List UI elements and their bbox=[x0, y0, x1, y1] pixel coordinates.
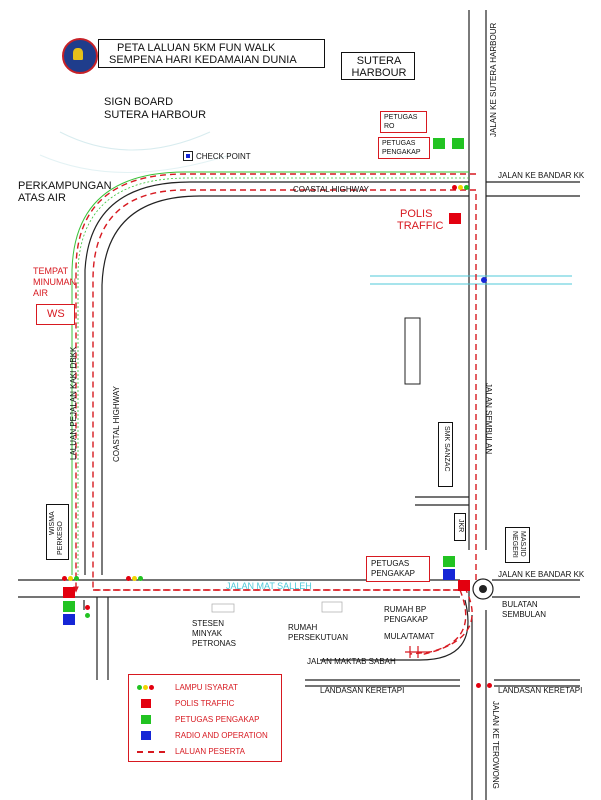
start-finish-marker bbox=[405, 646, 430, 658]
water-line bbox=[370, 276, 572, 284]
road-label-jalan-ke-bandar-kk-bottom: JALAN KE BANDAR KK bbox=[498, 570, 585, 579]
petugas-pengakap-top-box: PETUGAS PENGAKAP bbox=[378, 137, 430, 159]
sign-board-label: SIGN BOARD bbox=[104, 96, 174, 108]
scout-marker bbox=[443, 556, 455, 567]
traffic-light-red bbox=[126, 576, 131, 581]
wisma-perkeso-label: WISMA PERKESO bbox=[46, 504, 69, 560]
sign-board-label-2: SUTERA HARBOUR bbox=[104, 109, 207, 121]
traffic-light-dots-icon bbox=[137, 685, 157, 691]
bulatan-sembulan-label-2: SEMBULAN bbox=[502, 610, 547, 619]
building bbox=[322, 602, 342, 612]
tempat-minuman-label-3: AIR bbox=[33, 288, 49, 298]
traffic-light-green bbox=[464, 185, 469, 190]
smk-sanzac-label: SMK SANZAC bbox=[438, 422, 453, 487]
polis-traffic-label: POLIS bbox=[400, 208, 433, 220]
road-label-jalan-maktab-sabah: JALAN MAKTAB SABAH bbox=[307, 657, 396, 666]
traffic-light-red bbox=[452, 185, 457, 190]
police-marker bbox=[449, 213, 461, 224]
stesen-petronas-label-2: MINYAK bbox=[192, 629, 223, 638]
sea-arc bbox=[60, 132, 210, 150]
legend: LAMPU ISYARAT POLIS TRAFFIC PETUGAS PENGAKAP RADIO AND OPERATION LALUAN PESERTA bbox=[128, 674, 282, 762]
road-label-jalan-sembulan: JALAN SEMBULAN bbox=[484, 383, 493, 455]
traffic-light-yellow bbox=[68, 576, 73, 581]
petugas-pengakap-bottom-box: PETUGAS PENGAKAP bbox=[366, 556, 430, 582]
traffic-light-yellow bbox=[132, 576, 137, 581]
stesen-petronas-label: STESEN bbox=[192, 619, 225, 628]
scout-marker bbox=[452, 138, 464, 149]
road-label-coastal-highway-v: COASTAL HIGHWAY bbox=[112, 385, 121, 462]
rumah-bp-pengakap-label-2: PENGAKAP bbox=[384, 615, 429, 624]
map-title-box bbox=[98, 39, 325, 68]
water-station-box: WS bbox=[36, 304, 75, 325]
stesen-petronas-label-3: PETRONAS bbox=[192, 639, 237, 648]
green-square-icon bbox=[141, 715, 151, 724]
road-label-jalan-mat-salleh: JALAN MAT SALLEH bbox=[226, 581, 312, 591]
tempat-minuman-label-2: MINUMAN bbox=[33, 277, 76, 287]
map-title-line2: SEMPENA HARI KEDAMAIAN DUNIA bbox=[109, 54, 297, 66]
smk-sanzac-block bbox=[405, 318, 420, 384]
scout-marker bbox=[63, 601, 75, 612]
scout-marker bbox=[433, 138, 445, 149]
bridge-point bbox=[481, 277, 487, 283]
mula-tamat-label: MULA/TAMAT bbox=[384, 632, 435, 641]
road-label-jalan-ke-sutera-harbour: JALAN KE SUTERA HARBOUR bbox=[489, 22, 498, 137]
perkampungan-label: PERKAMPUNGAN bbox=[18, 180, 112, 192]
traffic-light-red bbox=[62, 576, 67, 581]
road-label-jalan-ke-bandar-kk-top: JALAN KE BANDAR KK bbox=[498, 171, 585, 180]
map-title-line1: PETA LALUAN 5KM FUN WALK bbox=[117, 42, 276, 54]
petugas-ro-box: PETUGAS RO bbox=[380, 111, 427, 133]
road-label-jalan-ke-terowong: JALAN KE TEROWONG bbox=[491, 701, 500, 789]
traffic-light-green bbox=[74, 576, 79, 581]
radio-marker bbox=[63, 614, 75, 625]
check-point-icon bbox=[183, 151, 193, 161]
masjid-negeri-label: MASJID NEGERI bbox=[505, 527, 530, 563]
rail-crossing-light bbox=[487, 683, 492, 688]
footpath bbox=[69, 172, 469, 575]
traffic-light-red bbox=[85, 605, 90, 610]
polis-traffic-label-2: TRAFFIC bbox=[397, 220, 444, 232]
perkampungan-label-2: ATAS AIR bbox=[18, 192, 66, 204]
road-label-landasan-keretapi-right: LANDASAN KERETAPI bbox=[498, 686, 583, 695]
footpath bbox=[78, 178, 469, 575]
roundabout bbox=[473, 579, 493, 599]
building bbox=[212, 604, 234, 612]
rail-crossing-light bbox=[476, 683, 481, 688]
sutera-harbour-label: SUTERA HARBOUR bbox=[341, 52, 415, 80]
traffic-light-green bbox=[85, 613, 90, 618]
road-label-laluan-pejalan-kaki: LALUAN PEJALAN KAKI DBKK bbox=[69, 346, 78, 460]
traffic-light-yellow bbox=[458, 185, 463, 190]
emblem-logo bbox=[62, 38, 98, 74]
police-marker bbox=[458, 580, 470, 591]
red-dashed-arrow-icon bbox=[137, 751, 165, 753]
rumah-bp-pengakap-label: RUMAH BP bbox=[384, 605, 427, 614]
jkr-label: JKR bbox=[454, 513, 466, 541]
red-square-icon bbox=[141, 699, 151, 708]
road-label-landasan-keretapi-left: LANDASAN KERETAPI bbox=[320, 686, 405, 695]
bulatan-sembulan-label: BULATAN bbox=[502, 600, 538, 609]
check-point-label: CHECK POINT bbox=[196, 152, 251, 161]
road-label-coastal-highway-h: COASTAL HIGHWAY bbox=[293, 185, 370, 194]
rumah-persekutuan-label-2: PERSEKUTUAN bbox=[288, 633, 349, 642]
police-marker bbox=[63, 587, 75, 598]
rumah-persekutuan-label: RUMAH bbox=[288, 623, 318, 632]
blue-square-icon bbox=[141, 731, 151, 740]
tempat-minuman-label: TEMPAT bbox=[33, 266, 69, 276]
traffic-light-green bbox=[138, 576, 143, 581]
radio-marker bbox=[443, 569, 455, 580]
